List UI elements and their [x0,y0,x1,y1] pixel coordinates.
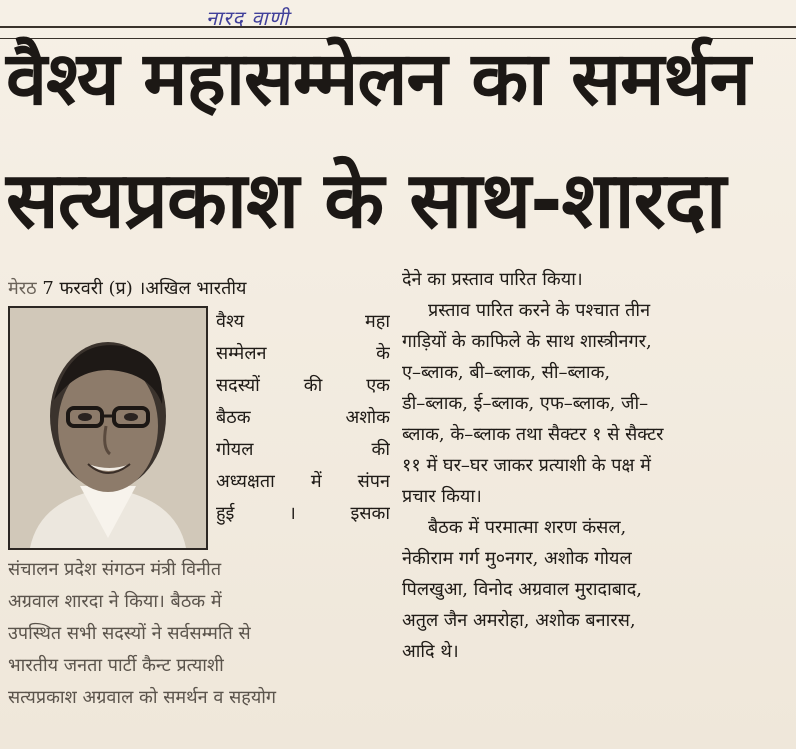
text-line: आदि थे। [402,641,459,662]
text-line: ११ में घर–घर जाकर प्रत्याशी के पक्ष में [402,455,651,476]
full-width-text-block [8,554,390,714]
text-line: वैश्य महा [216,311,390,332]
text-line: देने का प्रस्ताव पारित किया। [402,269,583,290]
right-column [402,264,788,744]
text-line: बैठक में परमात्मा शरण कंसल, [428,517,627,538]
wrapped-text-block [216,306,390,530]
dateline-city: मेरठ [8,278,37,299]
text-line: हुई । इसका [216,503,390,524]
headline-line-1: वैश्य महासम्मेलन का समर्थन [6,36,750,122]
text-line: अध्यक्षता में संपन [216,471,390,492]
text-line: भारतीय जनता पार्टी कैन्ट प्रत्याशी [8,655,224,676]
left-column [8,264,390,744]
text-line: प्रचार किया। [402,486,482,507]
dateline-date: 7 फरवरी (प्र) । [42,278,146,299]
headline-line-2: सत्यप्रकाश के साथ-शारदा [6,156,726,246]
portrait-photo [8,306,208,550]
dateline [8,276,390,302]
text-line: पिलखुआ, विनोद अग्रवाल मुरादाबाद, [402,579,642,600]
handwritten-note: नारद वाणी [206,6,290,30]
text-line: अग्रवाल शारदा ने किया। बैठक में [8,591,222,612]
text-line: नेकीराम गर्ग मु०नगर, अशोक गोयल [402,548,632,569]
text-line: उपस्थित सभी सदस्यों ने सर्वसम्मति से [8,623,251,644]
text-line: सत्यप्रकाश अग्रवाल को समर्थन व सहयोग [8,687,277,708]
text-line: अतुल जैन अमरोहा, अशोक बनारस, [402,610,636,631]
text-line: प्रस्ताव पारित करने के पश्चात तीन [428,300,651,321]
text-line: गोयल की [216,439,390,460]
text-line: डी–ब्लाक, ई–ब्लाक, एफ–ब्लाक, जी– [402,393,649,414]
text-line: ए–ब्लाक, बी–ब्लाक, सी–ब्लाक, [402,362,611,383]
text-line: सदस्यों की एक [216,375,390,396]
text-line: सम्मेलन के [216,343,390,364]
text-line: गाड़ियों के काफिले के साथ शास्त्रीनगर, [402,331,652,352]
text-line: ब्लाक, के–ब्लाक तथा सैक्टर १ से सैक्टर [402,424,664,445]
text-line: संचालन प्रदेश संगठन मंत्री विनीत [8,559,222,580]
dateline-rest: अखिल भारतीय [145,278,247,299]
text-line: बैठक अशोक [216,407,390,428]
